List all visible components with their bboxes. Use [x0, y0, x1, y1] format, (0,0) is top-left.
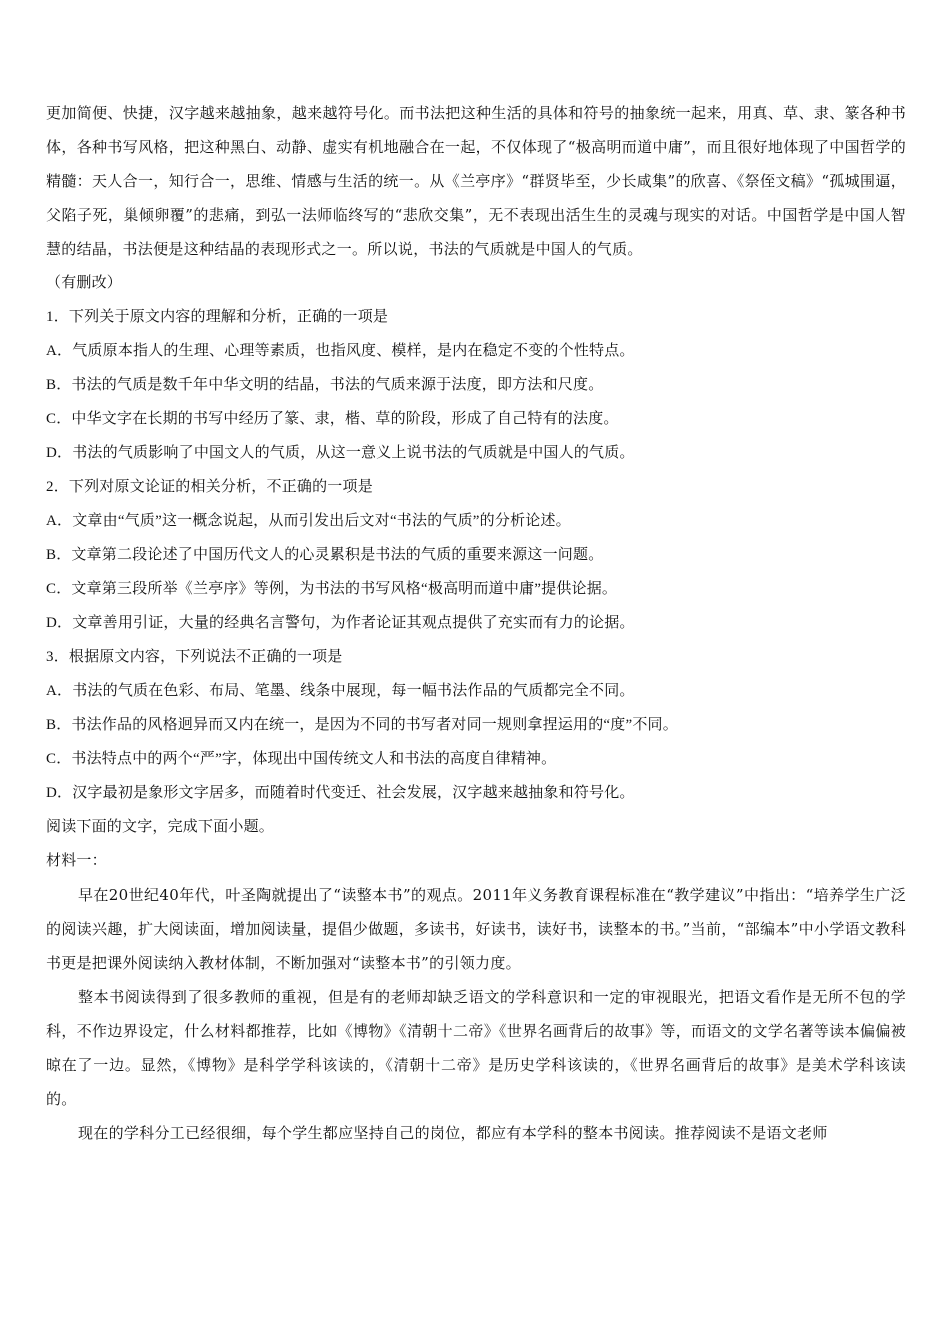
option-d: D．汉字最初是象形文字居多，而随着时代变迁、社会发展，汉字越来越抽象和符号化。 — [46, 785, 635, 801]
option-c: C．书法特点中的两个“严”字，体现出中国传统文人和书法的高度自律精神。 — [46, 751, 557, 767]
option-b: B．书法的气质是数千年中华文明的结晶，书法的气质来源于法度，即方法和尺度。 — [46, 377, 604, 393]
question-stem: 1．下列关于原文内容的理解和分析，正确的一项是 — [46, 309, 389, 325]
question-3 — [46, 640, 906, 810]
option-a: A．文章由“气质”这一概念说起，从而引发出后文对“书法的气质”的分析论述。 — [46, 513, 571, 529]
material-paragraph-1: 早在20世纪40年代，叶圣陶就提出了“读整本书”的观点。2011年义务教育课程标准在“教学建议”中指出：“培养学生广泛的阅读兴趣，扩大阅读面，增加阅读量，提倡少做题，多读书，好读书，读好书，读整本的书。”当前，“部编本”中小学语文教科书更是把课外阅读纳入教材体制，不断加强对“读整本书”的引领力度。 — [46, 886, 906, 972]
question-1 — [46, 300, 906, 470]
option-c: C．文章第三段所举《兰亭序》等例，为书法的书写风格“极高明而道中庸”提供论据。 — [46, 581, 618, 597]
question-stem: 3．根据原文内容，下列说法不正确的一项是 — [46, 649, 343, 665]
option-c: C．中华文字在长期的书写中经历了篆、隶，楷、草的阶段，形成了自己特有的法度。 — [46, 411, 619, 427]
abridged-note: （有删改） — [46, 275, 123, 291]
option-a: A．书法的气质在色彩、布局、笔墨、线条中展现，每一幅书法作品的气质都完全不同。 — [46, 683, 635, 699]
document-page — [46, 96, 906, 1150]
question-2 — [46, 470, 906, 640]
option-d: D．文章善用引证，大量的经典名言警句，为作者论证其观点提供了充实而有力的论据。 — [46, 615, 635, 631]
option-b: B．书法作品的风格迥异而又内在统一，是因为不同的书写者对同一规则拿捏运用的“度”不同。 — [46, 717, 678, 733]
option-a: A．气质原本指人的生理、心理等素质，也指风度、模样，是内在稳定不变的个性特点。 — [46, 343, 635, 359]
question-stem: 2．下列对原文论证的相关分析，不正确的一项是 — [46, 479, 373, 495]
reading-instruction: 阅读下面的文字，完成下面小题。 — [46, 819, 275, 835]
material-paragraph-3: 现在的学科分工已经很细，每个学生都应坚持自己的岗位，都应有本学科的整本书阅读。推荐阅读不是语文老师 — [78, 1124, 828, 1142]
option-d: D．书法的气质影响了中国文人的气质，从这一意义上说书法的气质就是中国人的气质。 — [46, 445, 635, 461]
passage-continuation: 更加简便、快捷，汉字越来越抽象，越来越符号化。而书法把这种生活的具体和符号的抽象统一起来，用真、草、隶、篆各种书体，各种书写风格，把这种黑白、动静、虚实有机地融合在一起，不仅体现了“极高明而道中庸”，而且很好地体现了中国哲学的精髓：天人合一，知行合一，思维、情感与生活的统一。从《兰亭序》“群贤毕至，少长咸集”的欣喜、《祭侄文稿》“孤城围逼，父陷子死，巢倾卵覆”的悲痛，到弘一法师临终写的“悲欣交集”，无不表现出活生生的灵魂与现实的对话。中国哲学是中国人智慧的结晶，书法便是这种结晶的表现形式之一。所以说，书法的气质就是中国人的气质。 — [46, 104, 906, 258]
material-label: 材料一： — [46, 853, 107, 869]
option-b: B．文章第二段论述了中国历代文人的心灵累积是书法的气质的重要来源这一问题。 — [46, 547, 604, 563]
material-paragraph-2: 整本书阅读得到了很多教师的重视，但是有的老师却缺乏语文的学科意识和一定的审视眼光，把语文看作是无所不包的学科，不作边界设定，什么材料都推荐，比如《博物》《清朝十二帝》《世界名画背后的故事》等，而语文的文学名著等读本偏偏被晾在了一边。显然，《博物》是科学学科该读的，《清朝十二帝》是历史学科该读的，《世界名画背后的故事》是美术学科该读的。 — [46, 988, 906, 1108]
